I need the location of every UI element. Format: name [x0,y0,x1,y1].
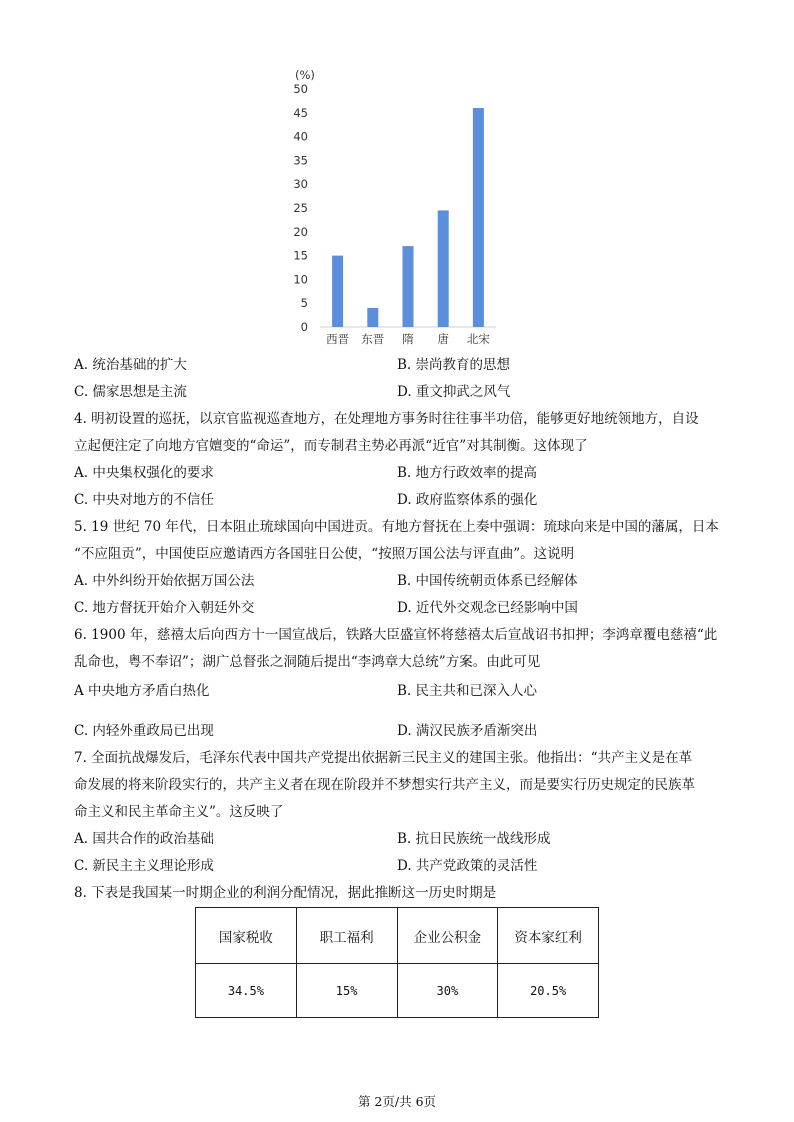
table-cell: 34.5% [196,964,297,1018]
table-header-row [196,908,599,964]
q6-stem-line-2: 乱命也，粤不奉诏”；湖广总督张之洞随后提出“李鸿章大总统”方案。由此可见 [74,654,541,670]
bar-5 [473,108,484,327]
q5-option-b: B. 中国传统朝贡体系已经解体 [397,573,578,589]
q4-stem-line-1: 4. 明初设置的巡抚，以京官监视巡查地方，在处理地方事务时往往事半功倍，能够更好地统领地方，自设 [74,411,699,427]
x-tick-label: 东晋 [361,332,385,346]
table-cell: 15% [296,964,397,1018]
bar-1 [332,256,343,327]
q4-option-c: C. 中央对地方的不信任 [74,492,214,508]
q8-stem: 8. 下表是我国某一时期企业的利润分配情况，据此推断这一历史时期是 [74,885,497,901]
q7-option-d: D. 共产党政策的灵活性 [397,858,538,874]
table-header-cell: 企业公积金 [397,908,498,964]
page-footer: 第 2页/共 6页 [357,1094,437,1109]
table-header-cell: 资本家红利 [498,908,599,964]
table-header-cell: 职工福利 [296,908,397,964]
q4-option-d: D. 政府监察体系的强化 [397,492,538,508]
y-tick-label: 50 [293,82,308,96]
bar-3 [403,246,414,327]
q7-option-b: B. 抗日民族统一战线形成 [397,831,551,847]
x-tick-label: 隋 [402,332,414,346]
q7-option-a: A. 国共合作的政治基础 [74,831,214,847]
table-cell: 20.5% [498,964,599,1018]
q6-option-c: C. 内轻外重政局已出现 [74,723,214,739]
q5-option-d: D. 近代外交观念已经影响中国 [397,600,578,616]
y-tick-label: 25 [293,201,308,215]
q3-option-b: B. 崇尚教育的思想 [397,357,511,373]
q3-option-c: C. 儒家思想是主流 [74,384,187,400]
q5-option-a: A. 中外纠纷开始依据万国公法 [74,573,255,589]
y-tick-label: 30 [293,177,308,192]
bar-2 [367,308,378,327]
y-tick-label: 20 [293,224,308,239]
y-tick-label: 15 [293,248,308,263]
y-tick-label: 5 [300,296,308,311]
q3-option-d: D. 重文抑武之风气 [397,384,511,400]
q3-option-a: A. 统治基础的扩大 [74,357,187,373]
bar-4 [438,210,449,327]
profit-distribution-table [195,907,599,1018]
table-row [196,964,599,1018]
q5-stem-line-2: “不应阻贡”，中国使臣应邀请西方各国驻日公使，“按照万国公法与评直曲”。这说明 [74,546,575,562]
table-cell: 30% [397,964,498,1018]
y-tick-label: 35 [293,153,308,168]
q4-stem-line-2: 立起便注定了向地方官嬗变的“命运”，而专制君主势必再派“近官”对其制衡。这体现了 [74,438,588,454]
y-tick-label: 0 [300,320,308,334]
q4-option-b: B. 地方行政效率的提高 [397,465,538,481]
y-tick-label: 45 [293,105,308,120]
bar-chart-svg [280,60,516,350]
y-tick-label: 40 [293,129,308,144]
q4-option-a: A. 中央集权强化的要求 [74,465,214,481]
x-tick-label: 唐 [437,332,449,346]
q6-option-d: D. 满汉民族矛盾渐突出 [397,723,538,739]
q6-stem-line-1: 6. 1900 年，慈禧太后向西方十一国宣战后，铁路大臣盛宣怀将慈禧太后宣战诏书扣押；李鸿章覆电慈禧“此 [74,627,718,643]
q7-stem-line-2: 命发展的将来阶段实行的，共产主义者在现在阶段并不梦想实行共产主义，而是要实行历史规定的民族革 [74,777,695,793]
q7-stem-line-1: 7. 全面抗战爆发后，毛泽东代表中国共产党提出依据新三民主义的建国主张。他指出：“共产主义是在革 [74,750,693,766]
q5-stem-line-1: 5. 19 世纪 70 年代，日本阻止琉球国向中国进贡。有地方督抚在上奏中强调：琉球向来是中国的藩属，日本 [74,519,719,535]
q6-option-a: A 中央地方矛盾白热化 [74,683,210,699]
y-unit-label: (%) [295,68,315,82]
x-tick-label: 西晋 [326,332,350,346]
q6-option-b: B. 民主共和已深入人心 [397,683,538,699]
y-tick-label: 10 [293,272,308,287]
q7-option-c: C. 新民主主义理论形成 [74,858,214,874]
q5-option-c: C. 地方督抚开始介入朝廷外交 [74,600,255,616]
q7-stem-line-3: 命主义和民主革命主义”。这反映了 [74,804,284,820]
table-header-cell: 国家税收 [196,908,297,964]
x-tick-label: 北宋 [466,332,490,346]
bar-chart [280,60,516,350]
